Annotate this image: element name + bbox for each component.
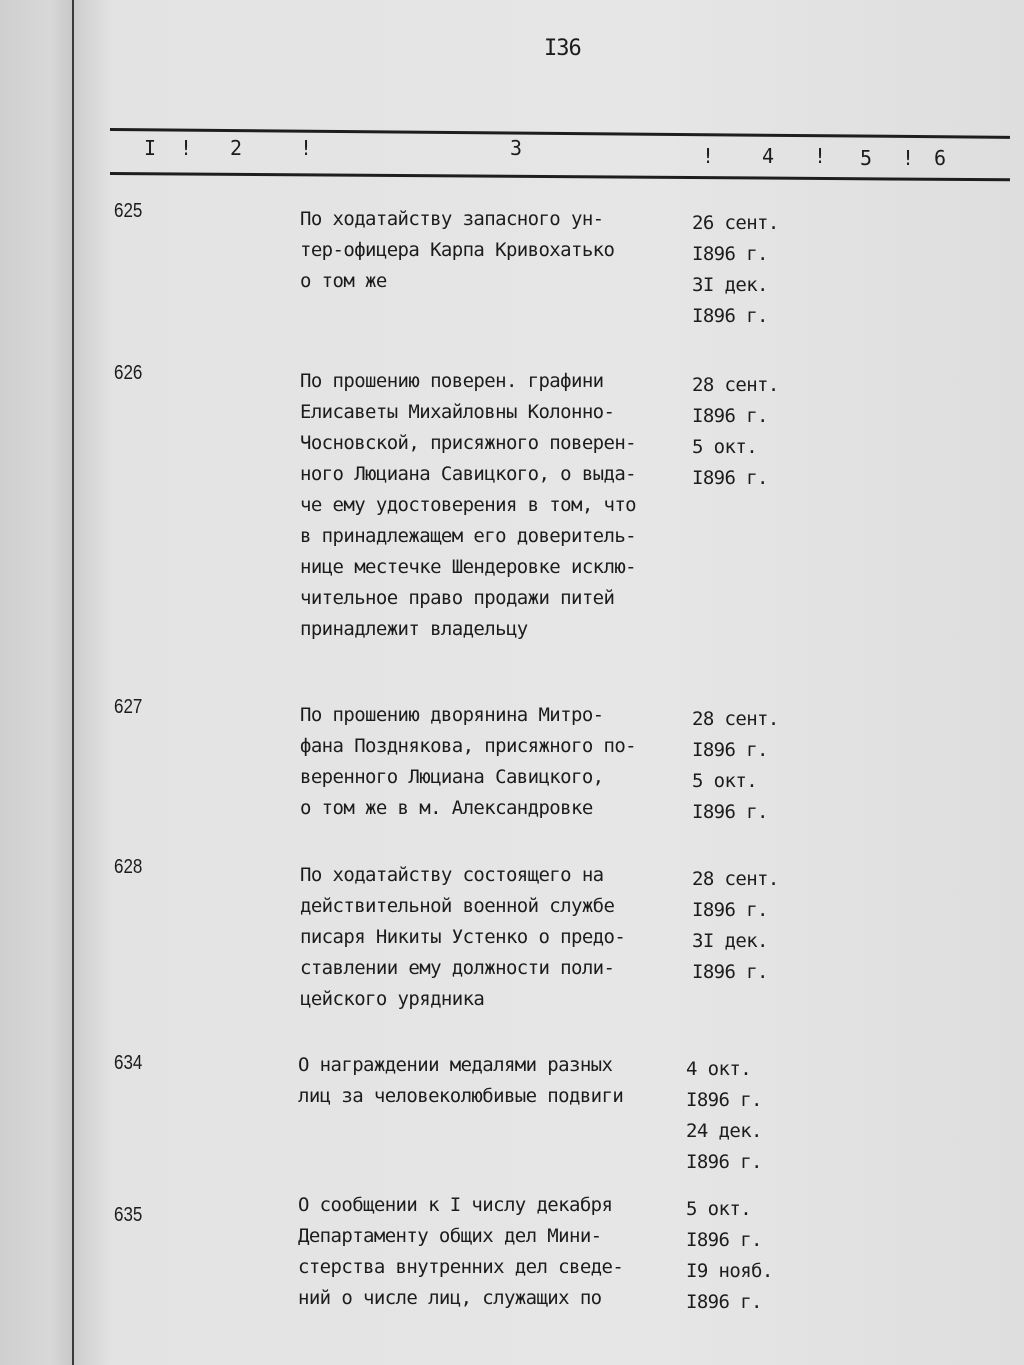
start-date: 28 сент. (692, 708, 779, 730)
column-2-label: 2 (230, 136, 243, 160)
column-separator: ! (902, 146, 915, 170)
column-separator: ! (702, 144, 715, 168)
start-year: I896 г. (692, 739, 768, 761)
text-line: О награждении медалями разных (298, 1054, 613, 1076)
start-date: 4 окт. (686, 1058, 752, 1080)
column-separator: ! (814, 144, 827, 168)
start-date: 5 окт. (686, 1198, 752, 1220)
record-description (298, 1050, 698, 1112)
record-dates (692, 370, 822, 494)
end-year: I896 г. (692, 305, 768, 327)
record-dates (686, 1054, 816, 1178)
text-line: в принадлежащем его доверитель- (300, 525, 637, 547)
text-line: нице местечке Шендеровке исклю- (300, 556, 637, 578)
record-description (300, 366, 700, 645)
table-header-bottom-rule (110, 172, 1010, 181)
page-number: I36 (544, 36, 581, 61)
text-line: По прошению дворянина Митро- (300, 704, 604, 726)
table-column-header (134, 132, 1014, 168)
record-number: 627 (114, 696, 143, 718)
record-dates (686, 1194, 816, 1318)
record-number: 635 (114, 1204, 143, 1226)
text-line: По ходатайству запасного ун- (300, 208, 604, 230)
column-5-label: 5 (860, 146, 873, 170)
start-year: I896 г. (686, 1089, 762, 1111)
text-line: фана Позднякова, присяжного по- (300, 735, 637, 757)
column-separator: ! (300, 136, 313, 160)
end-date: 3I дек. (692, 930, 768, 952)
text-line: Департаменту общих дел Мини- (298, 1225, 602, 1247)
record-description (300, 700, 700, 824)
column-3-label: 3 (510, 136, 523, 160)
column-6-label: 6 (934, 146, 947, 170)
start-year: I896 г. (692, 243, 768, 265)
end-date: 5 окт. (692, 770, 758, 792)
text-line: писаря Никиты Устенко о предо- (300, 926, 626, 948)
record-dates (692, 208, 822, 332)
column-1-label: I (144, 136, 157, 160)
text-line: По ходатайству состоящего на (300, 864, 604, 886)
text-line: цейского урядника (300, 988, 485, 1010)
record-number: 625 (114, 200, 143, 222)
text-line: о том же (300, 270, 387, 292)
column-separator: ! (180, 136, 193, 160)
end-year: I896 г. (686, 1291, 762, 1313)
start-year: I896 г. (692, 899, 768, 921)
end-year: I896 г. (686, 1151, 762, 1173)
record-description (300, 860, 700, 1015)
start-year: I896 г. (686, 1229, 762, 1251)
end-date: 3I дек. (692, 274, 768, 296)
text-line: тер-офицера Карпа Кривохатько (300, 239, 615, 261)
record-dates (692, 704, 822, 828)
start-date: 28 сент. (692, 868, 779, 890)
end-date: 5 окт. (692, 436, 758, 458)
text-line: ного Люциана Савицкого, о выда- (300, 463, 637, 485)
end-date: 24 дек. (686, 1120, 762, 1142)
record-description (298, 1190, 698, 1314)
record-dates (692, 864, 822, 988)
record-number: 634 (114, 1052, 143, 1074)
column-4-label: 4 (762, 144, 775, 168)
text-line: о том же в м. Александровке (300, 797, 593, 819)
text-line: чительное право продажи питей (300, 587, 615, 609)
document-page (72, 0, 1024, 1365)
text-line: лиц за человеколюбивые подвиги (298, 1085, 624, 1107)
end-year: I896 г. (692, 961, 768, 983)
text-line: По прошению поверен. графини (300, 370, 604, 392)
start-year: I896 г. (692, 405, 768, 427)
record-number: 626 (114, 362, 143, 384)
text-line: ставлении ему должности поли- (300, 957, 615, 979)
end-date: I9 нояб. (686, 1260, 773, 1282)
text-line: О сообщении к I числу декабря (298, 1194, 613, 1216)
end-year: I896 г. (692, 467, 768, 489)
text-line: Елисаветы Михайловны Колонно- (300, 401, 615, 423)
record-number: 628 (114, 856, 143, 878)
end-year: I896 г. (692, 801, 768, 823)
record-description (300, 204, 700, 297)
facing-page-edge (0, 0, 72, 1365)
text-line: стерства внутренних дел сведе- (298, 1256, 624, 1278)
start-date: 28 сент. (692, 374, 779, 396)
text-line: принадлежит владельцу (300, 618, 528, 640)
text-line: Чосновской, присяжного поверен- (300, 432, 637, 454)
text-line: че ему удостоверения в том, что (300, 494, 637, 516)
start-date: 26 сент. (692, 212, 779, 234)
text-line: ний о числе лиц, служащих по (298, 1287, 602, 1309)
text-line: веренного Люциана Савицкого, (300, 766, 604, 788)
text-line: действительной военной службе (300, 895, 615, 917)
